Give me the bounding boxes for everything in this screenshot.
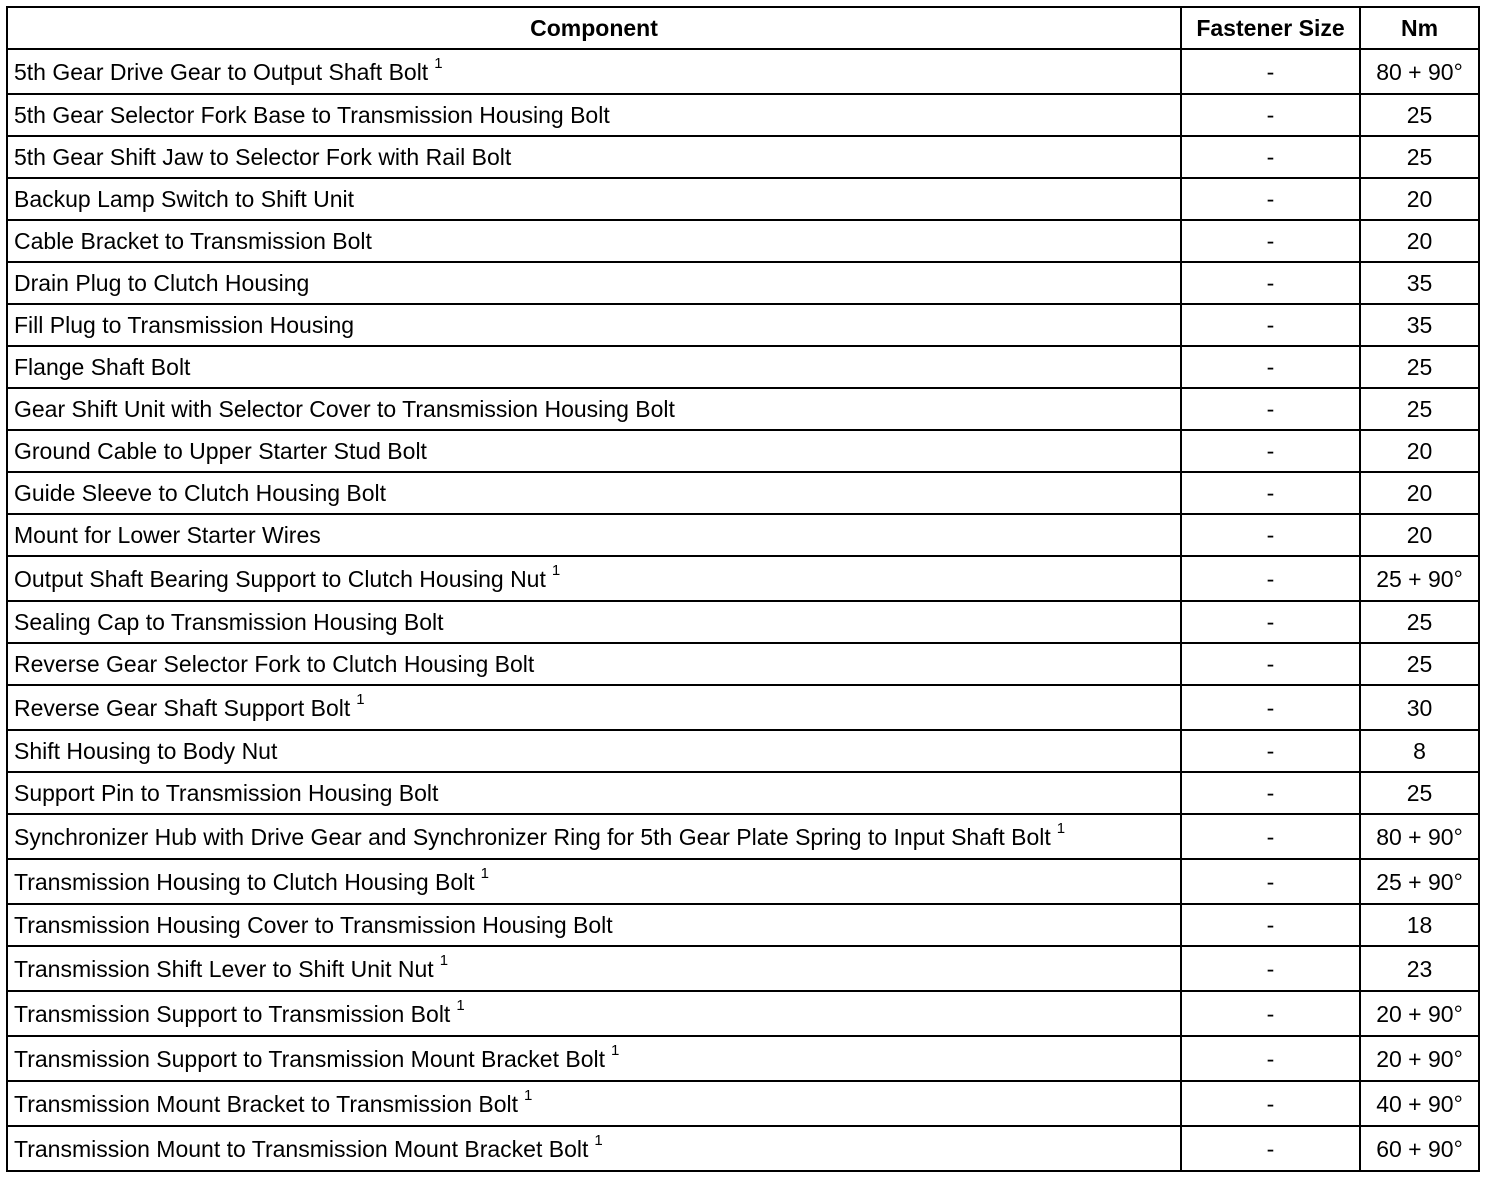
table-row [7, 220, 1479, 262]
table-row [7, 643, 1479, 685]
cell-fastener-size: - [1181, 94, 1360, 136]
cell-component [7, 514, 1181, 556]
cell-fastener-size: - [1181, 814, 1360, 859]
cell-fastener-size: - [1181, 946, 1360, 991]
cell-component [7, 601, 1181, 643]
table-row [7, 472, 1479, 514]
cell-nm: 35 [1360, 304, 1479, 346]
cell-component [7, 904, 1181, 946]
component-text: Flange Shaft Bolt [14, 354, 191, 380]
cell-fastener-size: - [1181, 556, 1360, 601]
table-header-row [7, 7, 1479, 49]
table-row [7, 1036, 1479, 1081]
footnote-marker: 1 [356, 690, 365, 708]
table-row [7, 1081, 1479, 1126]
cell-fastener-size: - [1181, 1036, 1360, 1081]
cell-fastener-size: - [1181, 472, 1360, 514]
cell-component [7, 262, 1181, 304]
table-row [7, 556, 1479, 601]
footnote-marker: 1 [594, 1131, 603, 1149]
table-row [7, 304, 1479, 346]
component-text: Mount for Lower Starter Wires [14, 522, 321, 548]
component-text: Synchronizer Hub with Drive Gear and Synchronizer Ring for 5th Gear Plate Spring to Input Shaft Bolt [14, 823, 1051, 850]
header-nm: Nm [1360, 7, 1479, 49]
component-text: Fill Plug to Transmission Housing [14, 312, 355, 338]
cell-nm: 20 [1360, 430, 1479, 472]
table-row [7, 730, 1479, 772]
cell-nm: 25 [1360, 346, 1479, 388]
cell-fastener-size: - [1181, 772, 1360, 814]
component-text: Shift Housing to Body Nut [14, 738, 278, 764]
cell-nm: 80 + 90° [1360, 49, 1479, 94]
cell-nm: 25 [1360, 136, 1479, 178]
cell-nm: 20 [1360, 220, 1479, 262]
cell-nm: 20 + 90° [1360, 991, 1479, 1036]
table-row [7, 388, 1479, 430]
cell-nm: 20 [1360, 514, 1479, 556]
cell-component [7, 643, 1181, 685]
component-text: Support Pin to Transmission Housing Bolt [14, 780, 439, 806]
header-fastener-size: Fastener Size [1181, 7, 1360, 49]
cell-component [7, 685, 1181, 730]
component-text: 5th Gear Shift Jaw to Selector Fork with Rail Bolt [14, 144, 512, 170]
cell-fastener-size: - [1181, 643, 1360, 685]
component-text: Ground Cable to Upper Starter Stud Bolt [14, 438, 427, 464]
component-text: 5th Gear Drive Gear to Output Shaft Bolt [14, 58, 429, 85]
table-row [7, 136, 1479, 178]
cell-component [7, 730, 1181, 772]
table-row [7, 346, 1479, 388]
cell-nm: 23 [1360, 946, 1479, 991]
component-text: Sealing Cap to Transmission Housing Bolt [14, 609, 444, 635]
cell-nm: 25 + 90° [1360, 859, 1479, 904]
cell-fastener-size: - [1181, 49, 1360, 94]
cell-nm: 60 + 90° [1360, 1126, 1479, 1171]
component-text: Transmission Mount to Transmission Mount Bracket Bolt [14, 1135, 589, 1162]
torque-spec-table [6, 6, 1480, 1172]
component-text: Transmission Support to Transmission Mount Bracket Bolt [14, 1045, 605, 1072]
component-text: Output Shaft Bearing Support to Clutch Housing Nut [14, 565, 546, 592]
component-text: Transmission Mount Bracket to Transmission Bolt [14, 1090, 519, 1117]
cell-fastener-size: - [1181, 220, 1360, 262]
cell-component [7, 346, 1181, 388]
cell-component [7, 946, 1181, 991]
cell-component [7, 1126, 1181, 1171]
cell-fastener-size: - [1181, 904, 1360, 946]
cell-component [7, 94, 1181, 136]
table-row [7, 904, 1479, 946]
cell-fastener-size: - [1181, 304, 1360, 346]
footnote-marker: 1 [439, 951, 449, 969]
component-text: Cable Bracket to Transmission Bolt [14, 228, 372, 254]
cell-component [7, 772, 1181, 814]
cell-nm: 20 + 90° [1360, 1036, 1479, 1081]
table-row [7, 685, 1479, 730]
table-row [7, 946, 1479, 991]
table-row [7, 601, 1479, 643]
cell-nm: 25 + 90° [1360, 556, 1479, 601]
footnote-marker: 1 [1056, 819, 1066, 837]
component-text: 5th Gear Selector Fork Base to Transmission Housing Bolt [14, 102, 610, 128]
cell-nm: 35 [1360, 262, 1479, 304]
table-row [7, 1126, 1479, 1171]
cell-nm: 80 + 90° [1360, 814, 1479, 859]
cell-nm: 20 [1360, 178, 1479, 220]
cell-fastener-size: - [1181, 1081, 1360, 1126]
cell-fastener-size: - [1181, 730, 1360, 772]
cell-nm: 30 [1360, 685, 1479, 730]
component-text: Gear Shift Unit with Selector Cover to Transmission Housing Bolt [14, 396, 675, 422]
component-text: Transmission Housing to Clutch Housing Bolt [14, 868, 475, 895]
cell-component [7, 178, 1181, 220]
cell-nm: 8 [1360, 730, 1479, 772]
table-row [7, 262, 1479, 304]
cell-component [7, 472, 1181, 514]
cell-fastener-size: - [1181, 178, 1360, 220]
header-component: Component [7, 7, 1181, 49]
cell-component [7, 556, 1181, 601]
table-row [7, 772, 1479, 814]
cell-fastener-size: - [1181, 991, 1360, 1036]
cell-component [7, 859, 1181, 904]
table-body [7, 49, 1479, 1171]
component-text: Reverse Gear Selector Fork to Clutch Housing Bolt [14, 651, 535, 677]
footnote-marker: 1 [434, 54, 443, 72]
cell-component [7, 388, 1181, 430]
cell-component [7, 1081, 1181, 1126]
cell-fastener-size: - [1181, 430, 1360, 472]
table-row [7, 991, 1479, 1036]
component-text: Guide Sleeve to Clutch Housing Bolt [14, 480, 387, 506]
cell-nm: 25 [1360, 601, 1479, 643]
component-text: Drain Plug to Clutch Housing [14, 270, 310, 296]
cell-component [7, 220, 1181, 262]
component-text: Reverse Gear Shaft Support Bolt [14, 694, 351, 721]
component-text: Transmission Shift Lever to Shift Unit Nut [14, 955, 434, 982]
cell-nm: 25 [1360, 388, 1479, 430]
cell-component [7, 814, 1181, 859]
footnote-marker: 1 [551, 561, 561, 579]
cell-nm: 25 [1360, 772, 1479, 814]
table-row [7, 94, 1479, 136]
cell-fastener-size: - [1181, 346, 1360, 388]
table-row [7, 430, 1479, 472]
cell-nm: 40 + 90° [1360, 1081, 1479, 1126]
table-row [7, 178, 1479, 220]
cell-nm: 20 [1360, 472, 1479, 514]
cell-fastener-size: - [1181, 601, 1360, 643]
cell-fastener-size: - [1181, 1126, 1360, 1171]
footnote-marker: 1 [524, 1086, 533, 1104]
cell-fastener-size: - [1181, 262, 1360, 304]
table-row [7, 49, 1479, 94]
table-row [7, 859, 1479, 904]
footnote-marker: 1 [611, 1041, 620, 1059]
cell-component [7, 1036, 1181, 1081]
cell-component [7, 991, 1181, 1036]
cell-fastener-size: - [1181, 514, 1360, 556]
cell-nm: 25 [1360, 94, 1479, 136]
cell-component [7, 49, 1181, 94]
cell-component [7, 430, 1181, 472]
component-text: Backup Lamp Switch to Shift Unit [14, 186, 355, 212]
cell-fastener-size: - [1181, 859, 1360, 904]
cell-nm: 18 [1360, 904, 1479, 946]
component-text: Transmission Support to Transmission Bolt [14, 1000, 451, 1027]
cell-fastener-size: - [1181, 136, 1360, 178]
cell-fastener-size: - [1181, 685, 1360, 730]
table-row [7, 514, 1479, 556]
cell-nm: 25 [1360, 643, 1479, 685]
footnote-marker: 1 [456, 996, 465, 1014]
table-row [7, 814, 1479, 859]
cell-component [7, 304, 1181, 346]
cell-component [7, 136, 1181, 178]
footnote-marker: 1 [480, 864, 489, 882]
component-text: Transmission Housing Cover to Transmission Housing Bolt [14, 912, 613, 938]
cell-fastener-size: - [1181, 388, 1360, 430]
